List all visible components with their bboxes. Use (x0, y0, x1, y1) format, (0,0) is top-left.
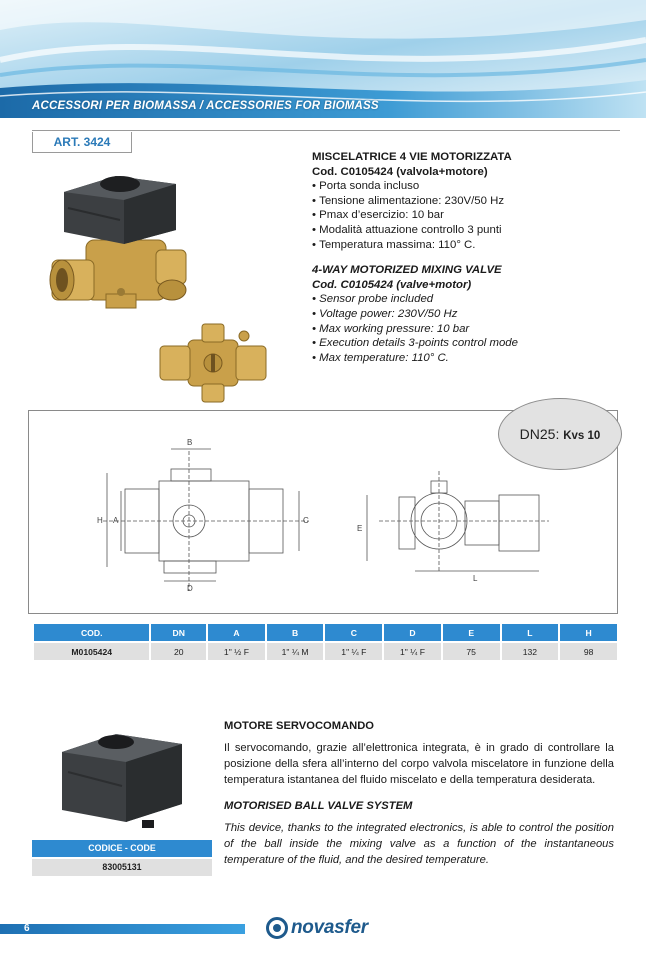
english-feature-list (312, 292, 632, 365)
column-header: C (325, 624, 382, 641)
table-cell: M0105424 (34, 643, 149, 660)
column-header: H (560, 624, 617, 641)
list-item: • Execution details 3-points control mode (312, 336, 632, 351)
code-value: 83005131 (32, 859, 212, 876)
section-title: ACCESSORI PER BIOMASSA / ACCESSORIES FOR BIOMASS (32, 100, 379, 112)
italian-title: MISCELATRICE 4 VIE MOTORIZZATA (312, 151, 512, 163)
page-number: 6 (24, 923, 30, 934)
table-header-row (34, 624, 617, 641)
table-cell: 1" ¼ F (325, 643, 382, 660)
table-cell: 20 (151, 643, 206, 660)
motor-text-en: This device, thanks to the integrated electronics, is able to control the position of the ball inside the mixing valve as a function of the instantaneous temperature of the fluid, and the desired temperature. (224, 822, 614, 866)
list-item: • Max working pressure: 10 bar (312, 322, 632, 337)
motor-description (224, 718, 614, 878)
column-header: E (443, 624, 500, 641)
brand-name: novasfer (291, 917, 368, 938)
logo-icon (266, 917, 288, 939)
product-description (312, 150, 632, 365)
motorized-valve-image (46, 170, 206, 335)
page-header (0, 0, 646, 118)
column-header: COD. (34, 624, 149, 641)
table-cell: 75 (443, 643, 500, 660)
italian-feature-list (312, 179, 632, 252)
list-item: • Max temperature: 110° C. (312, 351, 632, 366)
dn-label: DN25: (519, 426, 560, 442)
english-title: 4-WAY MOTORIZED MIXING VALVE (312, 264, 502, 277)
dim-label-e: E (357, 524, 363, 533)
valve-body-image (158, 322, 270, 409)
english-code: Cod. C0105424 (valve+motor) (312, 278, 472, 291)
motor-title-it: MOTORE SERVOCOMANDO (224, 720, 375, 732)
article-label: ART. 3424 (32, 132, 132, 153)
footer-bar (0, 924, 245, 934)
column-header: A (208, 624, 265, 641)
dim-label-c: C (303, 516, 309, 525)
dim-label-d: D (187, 584, 193, 593)
column-header: DN (151, 624, 206, 641)
list-item: • Porta sonda incluso (312, 179, 632, 194)
dim-label-b: B (187, 438, 193, 447)
column-header: B (267, 624, 324, 641)
motor-text-it: Il servocomando, grazie all’elettronica integrata, è in grado di controllare la posizione della sfera all’interno del corpo valvola miscelatore in funzione della temperatura istantanea del fluido miscelato e della temperatura desiderata. (224, 742, 614, 786)
dim-label-l: L (473, 574, 478, 583)
list-item: • Modalità attuazione controllo 3 punti (312, 223, 632, 238)
table-cell: 1" ½ F (208, 643, 265, 660)
list-item: • Voltage power: 230V/50 Hz (312, 307, 632, 322)
table-cell: 1" ¼ F (384, 643, 441, 660)
table-row (34, 643, 617, 660)
kvs-label: Kvs 10 (563, 430, 601, 442)
table-cell: 1" ¼ M (267, 643, 324, 660)
list-item: • Pmax d’esercizio: 10 bar (312, 208, 632, 223)
table-cell: 98 (560, 643, 617, 660)
italian-code: Cod. C0105424 (valvola+motore) (312, 165, 488, 178)
dim-label-a: A (113, 516, 119, 525)
brand-logo (266, 915, 368, 941)
code-header: CODICE - CODE (32, 840, 212, 857)
table-cell: 132 (502, 643, 559, 660)
dn-kvs-badge (498, 398, 622, 470)
column-header: D (384, 624, 441, 641)
list-item: • Tensione alimentazione: 230V/50 Hz (312, 194, 632, 209)
motor-title-en: MOTORISED BALL VALVE SYSTEM (224, 800, 413, 812)
header-divider (32, 130, 620, 131)
list-item: • Temperatura massima: 110° C. (312, 238, 632, 253)
actuator-image (56, 726, 190, 835)
spec-table (32, 622, 619, 662)
column-header: L (502, 624, 559, 641)
dim-label-h: H (97, 516, 103, 525)
list-item: • Sensor probe included (312, 292, 632, 307)
